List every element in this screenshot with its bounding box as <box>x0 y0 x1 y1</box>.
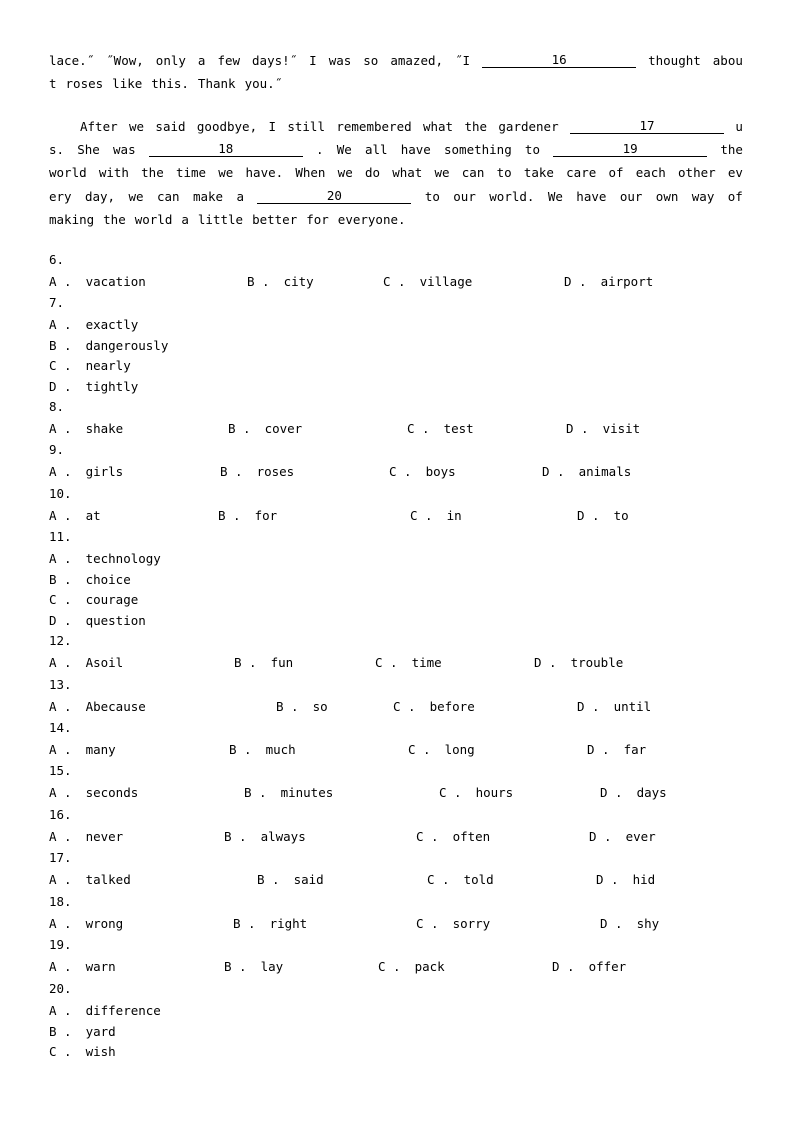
option-text: dangerously <box>85 337 169 353</box>
option-text: many <box>85 742 116 757</box>
passage-word: everyone. <box>337 211 406 227</box>
passage-word: we <box>434 164 450 180</box>
option-letter: C . <box>416 916 439 931</box>
passage-line-2 <box>49 73 743 93</box>
option-letter: D . <box>542 464 565 479</box>
passage-word: this. <box>151 75 189 91</box>
passage-word: making <box>49 211 95 227</box>
option-12-a[interactable] <box>49 654 123 672</box>
option-letter: D . <box>577 508 600 523</box>
option-letter: C . <box>378 959 401 974</box>
option-letter: D . <box>577 699 600 714</box>
passage-word: for <box>306 211 329 227</box>
option-text: cover <box>264 421 303 436</box>
option-letter: B . <box>257 872 280 887</box>
passage-word: When <box>295 164 326 180</box>
option-text: talked <box>85 872 131 887</box>
option-10-c[interactable] <box>410 507 462 525</box>
option-20-b[interactable] <box>49 1023 116 1041</box>
option-letter: B . <box>233 916 256 931</box>
option-letter: C . <box>383 274 406 289</box>
option-11-d[interactable] <box>49 612 146 630</box>
option-letter: B . <box>247 274 270 289</box>
option-text: wrong <box>85 916 124 931</box>
question-number-8: 8. <box>49 399 65 414</box>
option-13-d[interactable] <box>577 698 651 716</box>
question-number-12: 12. <box>49 633 72 648</box>
passage-word: ˝I <box>455 52 471 68</box>
option-text: tightly <box>85 378 139 394</box>
option-letter: D . <box>534 655 557 670</box>
passage-word: We <box>336 141 352 157</box>
option-8-c[interactable] <box>407 420 474 438</box>
option-letter: C . <box>389 464 412 479</box>
option-letter: D . <box>564 274 587 289</box>
option-text: at <box>85 508 101 523</box>
answer-blank-18: 18 <box>149 142 303 157</box>
option-letter: A . <box>49 829 72 844</box>
option-letter: B . <box>220 464 243 479</box>
option-text: fun <box>270 655 294 670</box>
option-text: minutes <box>280 785 334 800</box>
option-text: always <box>260 829 306 844</box>
option-letter: C . <box>393 699 416 714</box>
option-text: often <box>452 829 491 844</box>
option-letter: A . <box>49 872 72 887</box>
passage-word: we <box>337 164 353 180</box>
passage-word: can <box>461 164 485 180</box>
passage-word: goodbye, <box>196 118 258 134</box>
option-letter: C . <box>49 592 72 607</box>
option-9-c[interactable] <box>389 463 456 481</box>
passage-word: world. <box>489 188 535 204</box>
option-letter: D . <box>552 959 575 974</box>
option-18-d[interactable] <box>600 915 659 933</box>
option-text: offer <box>588 959 627 974</box>
passage-word: other <box>678 164 716 180</box>
option-text: yard <box>85 1023 116 1039</box>
option-11-c[interactable] <box>49 591 138 609</box>
option-text: to <box>613 508 629 523</box>
option-6-c[interactable] <box>383 273 472 291</box>
question-number-6: 6. <box>49 252 65 267</box>
passage-word: the <box>141 164 164 180</box>
passage-word: what <box>392 164 423 180</box>
option-letter: A . <box>49 1003 72 1018</box>
option-text: courage <box>85 592 139 607</box>
passage-word: our <box>453 188 476 204</box>
option-letter: A . <box>49 785 72 800</box>
passage-word: have <box>400 141 431 157</box>
question-number-14: 14. <box>49 720 72 735</box>
passage-word: . <box>315 141 324 157</box>
passage-word: I <box>268 118 276 134</box>
passage-word: ev <box>727 164 743 180</box>
option-12-c[interactable] <box>375 654 442 672</box>
option-14-c[interactable] <box>408 741 475 759</box>
question-number-10: 10. <box>49 486 72 501</box>
option-18-c[interactable] <box>416 915 490 933</box>
option-text: wish <box>85 1044 116 1059</box>
passage-word: can <box>156 188 180 204</box>
option-15-d[interactable] <box>600 784 667 802</box>
option-letter: B . <box>224 959 247 974</box>
option-text: pack <box>414 959 445 974</box>
option-letter: A . <box>49 916 72 931</box>
option-9-a[interactable] <box>49 463 123 481</box>
passage-word: Thank <box>197 75 236 91</box>
option-17-a[interactable] <box>49 871 131 889</box>
passage-word: time <box>175 164 207 180</box>
option-letter: A . <box>49 317 72 332</box>
option-16-d[interactable] <box>589 828 656 846</box>
passage-word: day, <box>84 188 116 204</box>
option-letter: C . <box>416 829 439 844</box>
option-17-c[interactable] <box>427 871 494 889</box>
passage-word: the <box>464 118 488 134</box>
option-10-a[interactable] <box>49 507 101 525</box>
option-text: airport <box>600 274 654 289</box>
passage-word: said <box>155 118 186 134</box>
passage-word: so <box>363 52 379 68</box>
passage-word: little <box>197 211 244 227</box>
option-6-d[interactable] <box>564 273 653 291</box>
passage-line-3 <box>80 116 743 136</box>
passage-word: After <box>80 118 118 134</box>
passage-word: do <box>364 164 380 180</box>
passage-word: roses <box>65 75 104 91</box>
passage-word: better <box>252 211 298 227</box>
passage-word: was <box>113 141 136 157</box>
passage-word: world <box>134 211 173 227</box>
option-letter: C . <box>427 872 450 887</box>
passage-word: thought <box>648 52 701 68</box>
option-13-a[interactable] <box>49 698 146 716</box>
option-letter: C . <box>439 785 462 800</box>
option-16-a[interactable] <box>49 828 123 846</box>
option-letter: B . <box>234 655 257 670</box>
option-text: trouble <box>570 655 624 670</box>
option-16-b[interactable] <box>224 828 306 846</box>
option-18-b[interactable] <box>233 915 307 933</box>
passage-word: a <box>181 211 189 227</box>
option-13-b[interactable] <box>276 698 328 716</box>
option-letter: C . <box>375 655 398 670</box>
option-text: lay <box>260 959 284 974</box>
option-8-b[interactable] <box>228 420 302 438</box>
option-letter: B . <box>49 571 72 587</box>
passage-word: few <box>217 52 241 68</box>
option-letter: B . <box>49 337 72 353</box>
passage-word: each <box>635 164 666 180</box>
option-11-b[interactable] <box>49 571 131 589</box>
passage-word: all <box>364 141 388 157</box>
passage-word: was <box>328 52 352 68</box>
option-7-c[interactable] <box>49 357 131 375</box>
option-text: test <box>443 421 474 436</box>
option-letter: A . <box>49 655 72 670</box>
option-19-a[interactable] <box>49 958 116 976</box>
option-6-b[interactable] <box>247 273 314 291</box>
option-letter: D . <box>589 829 612 844</box>
question-number-11: 11. <box>49 529 72 544</box>
option-text: girls <box>85 464 124 479</box>
passage-word: ery <box>49 188 72 204</box>
passage-word: remembered <box>336 118 412 134</box>
answer-blank-17: 17 <box>570 119 724 134</box>
option-text: said <box>293 872 324 887</box>
option-letter: B . <box>224 829 247 844</box>
option-text: warn <box>85 959 116 974</box>
option-letter: C . <box>49 1044 72 1059</box>
passage-word: the <box>103 211 126 227</box>
option-text: time <box>411 655 442 670</box>
option-17-d[interactable] <box>596 871 655 889</box>
option-text: vacation <box>85 274 146 289</box>
question-number-20: 20. <box>49 981 72 996</box>
option-text: told <box>463 872 494 887</box>
answer-blank-20: 20 <box>257 189 411 204</box>
option-text: nearly <box>85 358 131 373</box>
option-19-b[interactable] <box>224 958 283 976</box>
passage-word: abou <box>712 52 743 68</box>
option-19-c[interactable] <box>378 958 445 976</box>
option-letter: D . <box>49 378 72 394</box>
option-text: right <box>269 916 308 931</box>
passage-word: t <box>49 75 57 91</box>
option-12-b[interactable] <box>234 654 293 672</box>
option-text: much <box>265 742 296 757</box>
option-text: sorry <box>452 916 491 931</box>
option-11-a[interactable] <box>49 550 161 568</box>
question-number-16: 16. <box>49 807 72 822</box>
answer-blank-16: 16 <box>482 53 636 68</box>
option-text: shy <box>636 916 660 931</box>
option-text: for <box>254 508 278 523</box>
option-10-b[interactable] <box>218 507 277 525</box>
option-letter: B . <box>276 699 299 714</box>
option-text: far <box>623 742 647 757</box>
passage-word: our <box>619 188 643 204</box>
option-letter: D . <box>600 916 623 931</box>
option-12-d[interactable] <box>534 654 623 672</box>
passage-word: We <box>547 188 563 204</box>
passage-word: care <box>566 164 597 180</box>
option-15-c[interactable] <box>439 784 513 802</box>
question-number-7: 7. <box>49 295 65 310</box>
option-14-a[interactable] <box>49 741 116 759</box>
option-text: roses <box>256 464 295 479</box>
option-letter: A . <box>49 421 72 436</box>
option-text: Asoil <box>85 655 124 670</box>
option-letter: B . <box>244 785 267 800</box>
option-20-c[interactable] <box>49 1043 116 1061</box>
passage-word: own <box>655 188 679 204</box>
question-number-18: 18. <box>49 894 72 909</box>
question-number-19: 19. <box>49 937 72 952</box>
option-text: so <box>312 699 328 714</box>
question-number-15: 15. <box>49 763 72 778</box>
option-text: days <box>636 785 667 800</box>
passage-word: have <box>576 188 607 204</box>
option-text: shake <box>85 421 124 436</box>
option-letter: C . <box>410 508 433 523</box>
option-letter: A . <box>49 699 72 714</box>
passage-word: of <box>608 164 624 180</box>
option-7-a[interactable] <box>49 316 138 334</box>
option-7-b[interactable] <box>49 337 168 355</box>
option-text: hours <box>475 785 514 800</box>
option-letter: D . <box>596 872 619 887</box>
passage-word: to <box>496 164 512 180</box>
option-6-a[interactable] <box>49 273 146 291</box>
option-9-b[interactable] <box>220 463 294 481</box>
passage-word: the <box>720 141 743 157</box>
option-text: question <box>85 612 146 628</box>
question-number-13: 13. <box>49 677 72 692</box>
option-text: difference <box>85 1003 161 1018</box>
passage-word: world <box>49 164 87 180</box>
option-text: Abecause <box>85 699 146 714</box>
option-letter: B . <box>229 742 252 757</box>
answer-blank-19: 19 <box>553 142 707 157</box>
passage-word: ˝Wow, <box>106 52 144 68</box>
option-14-b[interactable] <box>229 741 296 759</box>
passage-word: have. <box>245 164 284 180</box>
passage-word: to <box>424 188 440 204</box>
passage-word: we <box>128 188 144 204</box>
passage-line-4 <box>49 139 743 159</box>
passage-word: a <box>197 52 206 68</box>
option-letter: B . <box>228 421 251 436</box>
passage-line-7 <box>49 209 743 229</box>
passage-line-1 <box>49 50 743 70</box>
passage-word: still <box>287 118 325 134</box>
option-7-d[interactable] <box>49 378 138 396</box>
option-letter: B . <box>218 508 241 523</box>
option-text: animals <box>578 464 632 479</box>
option-text: never <box>85 829 124 844</box>
option-letter: A . <box>49 742 72 757</box>
option-10-d[interactable] <box>577 507 629 525</box>
option-19-d[interactable] <box>552 958 626 976</box>
option-text: choice <box>85 571 131 587</box>
passage-word: we <box>129 118 145 134</box>
option-letter: A . <box>49 464 72 479</box>
passage-word: you.˝ <box>244 75 283 91</box>
option-17-b[interactable] <box>257 871 324 889</box>
option-letter: C . <box>49 358 72 373</box>
passage-word: make <box>192 188 224 204</box>
passage-word: u <box>735 118 743 134</box>
option-letter: A . <box>49 959 72 974</box>
passage-word: like <box>112 75 143 91</box>
option-letter: D . <box>566 421 589 436</box>
passage-line-6 <box>49 186 743 206</box>
passage-word: a <box>236 188 244 204</box>
passage-word: days!˝ <box>252 52 298 68</box>
option-16-c[interactable] <box>416 828 490 846</box>
option-text: hid <box>632 872 656 887</box>
passage-word: way <box>691 188 715 204</box>
passage-word: take <box>523 164 554 180</box>
passage-word: of <box>727 188 743 204</box>
option-13-c[interactable] <box>393 698 475 716</box>
passage-word: to <box>524 141 540 157</box>
option-letter: A . <box>49 551 72 566</box>
option-letter: D . <box>49 612 72 628</box>
option-text: before <box>429 699 475 714</box>
passage-word: we <box>218 164 234 180</box>
option-letter: A . <box>49 508 72 523</box>
option-8-a[interactable] <box>49 420 123 438</box>
passage-word: only <box>155 52 186 68</box>
passage-word: gardener <box>498 118 559 134</box>
option-letter: A . <box>49 274 72 289</box>
option-letter: C . <box>407 421 430 436</box>
option-text: ever <box>625 829 656 844</box>
passage-word: what <box>422 118 454 134</box>
option-text: visit <box>602 421 641 436</box>
option-text: boys <box>425 464 456 479</box>
option-18-a[interactable] <box>49 915 123 933</box>
option-text: village <box>419 274 473 289</box>
option-letter: C . <box>408 742 431 757</box>
option-text: in <box>446 508 462 523</box>
passage-word: She <box>77 141 100 157</box>
option-letter: B . <box>49 1023 72 1039</box>
option-text: exactly <box>85 317 139 332</box>
option-letter: D . <box>600 785 623 800</box>
passage-word: with <box>98 164 129 180</box>
option-text: technology <box>85 551 161 566</box>
passage-word: lace.˝ <box>49 52 95 68</box>
option-9-d[interactable] <box>542 463 631 481</box>
option-text: long <box>444 742 475 757</box>
passage-word: amazed, <box>390 52 444 68</box>
option-20-a[interactable] <box>49 1002 161 1020</box>
passage-word: s. <box>49 141 65 157</box>
question-number-9: 9. <box>49 442 65 457</box>
option-8-d[interactable] <box>566 420 640 438</box>
passage-word: something <box>444 141 512 157</box>
passage-line-5 <box>49 162 743 182</box>
option-text: until <box>613 699 652 714</box>
option-15-a[interactable] <box>49 784 138 802</box>
question-number-17: 17. <box>49 850 72 865</box>
option-14-d[interactable] <box>587 741 646 759</box>
option-text: seconds <box>85 785 139 800</box>
option-15-b[interactable] <box>244 784 333 802</box>
passage-word: I <box>309 52 317 68</box>
option-text: city <box>283 274 314 289</box>
option-letter: D . <box>587 742 610 757</box>
